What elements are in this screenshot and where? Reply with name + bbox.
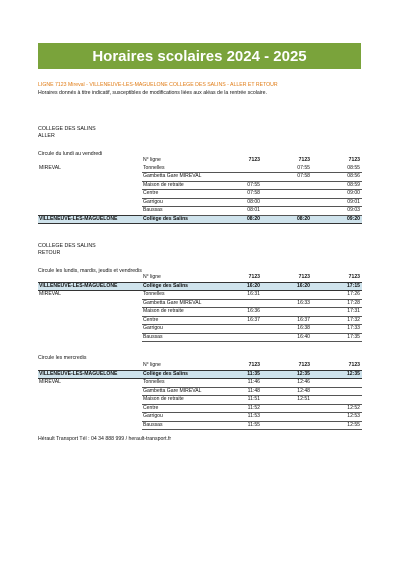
departure-time: 16:37 bbox=[262, 316, 312, 325]
departure-time: 11:52 bbox=[212, 404, 262, 413]
departure-time: 17:31 bbox=[312, 308, 362, 317]
retour-circulation-1: Circule les lundis, mardis, jeudis et vendredis bbox=[38, 268, 142, 274]
retour-circulation-2: Circule les mercredis bbox=[38, 355, 87, 361]
departure-time: 11:48 bbox=[212, 387, 262, 396]
stop-row bbox=[38, 316, 362, 325]
departure-time: 12:53 bbox=[312, 413, 362, 422]
commune-name bbox=[38, 413, 142, 422]
aller-direction: ALLER bbox=[38, 133, 55, 139]
terminus-row bbox=[38, 370, 362, 379]
departure-time: 12:46 bbox=[262, 379, 312, 388]
departure-time: 12:35 bbox=[262, 370, 312, 379]
departure-time: 08:55 bbox=[312, 165, 362, 173]
departure-time: 07:58 bbox=[262, 173, 312, 182]
departure-time: 17:32 bbox=[312, 316, 362, 325]
departure-time: 12:48 bbox=[262, 387, 312, 396]
departure-time: 17:26 bbox=[312, 291, 362, 300]
stop-row bbox=[38, 413, 362, 422]
commune-name bbox=[38, 316, 142, 325]
retour-direction: RETOUR bbox=[38, 250, 61, 256]
stop-name: Centre bbox=[142, 404, 212, 413]
departure-time: 17:35 bbox=[312, 333, 362, 342]
stop-row bbox=[38, 333, 362, 342]
departure-time: 17:15 bbox=[312, 282, 362, 291]
commune-name bbox=[38, 308, 142, 317]
stop-row bbox=[38, 325, 362, 334]
stop-row bbox=[38, 379, 362, 388]
footer-contact: Hérault Transport Tél : 04 34 888 999 / herault-transport.fr bbox=[38, 436, 172, 442]
line-number-row bbox=[38, 274, 362, 282]
commune-name bbox=[38, 173, 142, 182]
stop-row bbox=[38, 387, 362, 396]
stop-row bbox=[38, 165, 362, 173]
departure-time: 08:20 bbox=[212, 215, 262, 224]
disclaimer-note: Horaires donnés à titre indicatif, susceptibles de modifications liées aux aléas de la rentrée scolaire. bbox=[38, 90, 267, 96]
commune-name bbox=[38, 404, 142, 413]
stop-row bbox=[38, 190, 362, 199]
stop-name: Gambetta Gare MIREVAL bbox=[142, 387, 212, 396]
departure-time: 08:00 bbox=[212, 198, 262, 207]
departure-time: 16:37 bbox=[212, 316, 262, 325]
line-number-row bbox=[38, 362, 362, 370]
departure-time: 16:36 bbox=[212, 308, 262, 317]
empty-cell bbox=[38, 157, 142, 165]
stop-name: Centre bbox=[142, 190, 212, 199]
departure-time bbox=[212, 333, 262, 342]
stop-name: Collège des Salins bbox=[142, 215, 212, 224]
departure-time bbox=[312, 387, 362, 396]
line-number: 7123 bbox=[298, 362, 310, 368]
departure-time: 07:58 bbox=[212, 190, 262, 199]
stop-name: Garrigou bbox=[142, 413, 212, 422]
empty-cell bbox=[38, 274, 142, 282]
stop-row bbox=[38, 404, 362, 413]
commune-name: VILLENEUVE-LES-MAGUELONE bbox=[38, 370, 142, 379]
aller-school-name: COLLEGE DES SALINS bbox=[38, 126, 96, 132]
line-number: 7123 bbox=[248, 362, 260, 368]
stop-name: Tonnelles bbox=[142, 379, 212, 388]
line-number: 7123 bbox=[298, 274, 310, 280]
stop-name: Collège des Salins bbox=[142, 370, 212, 379]
departure-time: 16:20 bbox=[262, 282, 312, 291]
stop-name: Garrigou bbox=[142, 198, 212, 207]
departure-time: 16:38 bbox=[262, 325, 312, 334]
stop-row bbox=[38, 207, 362, 216]
commune-name: MIREVAL bbox=[39, 379, 61, 386]
commune-name: MIREVAL bbox=[39, 291, 61, 298]
departure-time bbox=[312, 396, 362, 405]
line-number: 7123 bbox=[298, 157, 310, 163]
departure-time: 07:55 bbox=[212, 181, 262, 190]
stop-name: Baussas bbox=[142, 333, 212, 342]
line-number: 7123 bbox=[348, 362, 360, 368]
departure-time: 11:53 bbox=[212, 413, 262, 422]
commune-name: MIREVAL bbox=[39, 164, 61, 171]
retour-school-name: COLLEGE DES SALINS bbox=[38, 243, 96, 249]
stop-name: Baussas bbox=[142, 421, 212, 430]
departure-time: 08:01 bbox=[212, 207, 262, 216]
departure-time: 17:33 bbox=[312, 325, 362, 334]
departure-time: 16:40 bbox=[262, 333, 312, 342]
departure-time: 08:56 bbox=[312, 173, 362, 182]
stop-name: Maison de retraite bbox=[142, 308, 212, 317]
commune-name bbox=[38, 198, 142, 207]
terminus-row bbox=[38, 282, 362, 291]
stop-row bbox=[38, 299, 362, 308]
aller-circulation: Circule du lundi au vendredi bbox=[38, 151, 103, 157]
commune-name bbox=[38, 325, 142, 334]
departure-time bbox=[212, 299, 262, 308]
departure-time: 09:20 bbox=[312, 215, 362, 224]
line-number-label: N° ligne bbox=[143, 274, 161, 280]
departure-time: 08:59 bbox=[312, 181, 362, 190]
stop-name: Tonnelles bbox=[142, 291, 212, 300]
departure-time: 12:51 bbox=[262, 396, 312, 405]
departure-time bbox=[262, 207, 312, 216]
stop-row bbox=[38, 396, 362, 405]
commune-name bbox=[38, 299, 142, 308]
departure-time: 12:55 bbox=[312, 421, 362, 430]
stop-name: Gambetta Gare MIREVAL bbox=[142, 173, 212, 182]
departure-time bbox=[262, 190, 312, 199]
stop-row bbox=[38, 181, 362, 190]
departure-time: 09:00 bbox=[312, 190, 362, 199]
stop-row bbox=[38, 198, 362, 207]
stop-name: Maison de retraite bbox=[142, 396, 212, 405]
departure-time bbox=[212, 325, 262, 334]
departure-time bbox=[262, 421, 312, 430]
departure-time bbox=[262, 291, 312, 300]
line-number-label: N° ligne bbox=[143, 362, 161, 368]
stop-name: Gambetta Gare MIREVAL bbox=[142, 299, 212, 308]
departure-time: 08:20 bbox=[262, 215, 312, 224]
departure-time bbox=[262, 181, 312, 190]
departure-time: 16:20 bbox=[212, 282, 262, 291]
departure-time: 16:31 bbox=[212, 291, 262, 300]
retour-timetable-weekdays bbox=[38, 274, 362, 342]
departure-time bbox=[212, 165, 262, 173]
departure-time: 11:35 bbox=[212, 370, 262, 379]
departure-time: 09:03 bbox=[312, 207, 362, 216]
stop-name: Garrigou bbox=[142, 325, 212, 334]
empty-cell bbox=[38, 362, 142, 370]
stop-name: Baussas bbox=[142, 207, 212, 216]
departure-time: 07:55 bbox=[262, 165, 312, 173]
commune-name bbox=[38, 387, 142, 396]
stop-row bbox=[38, 421, 362, 430]
commune-name: VILLENEUVE-LES-MAGUELONE bbox=[38, 215, 142, 224]
line-number-row bbox=[38, 157, 362, 165]
departure-time bbox=[262, 413, 312, 422]
commune-name bbox=[38, 190, 142, 199]
aller-timetable bbox=[38, 157, 362, 224]
departure-time: 11:46 bbox=[212, 379, 262, 388]
line-number: 7123 bbox=[248, 157, 260, 163]
commune-name bbox=[38, 181, 142, 190]
stop-name: Centre bbox=[142, 316, 212, 325]
line-number: 7123 bbox=[348, 274, 360, 280]
departure-time: 12:35 bbox=[312, 370, 362, 379]
stop-row bbox=[38, 308, 362, 317]
departure-time: 11:51 bbox=[212, 396, 262, 405]
line-number-label: N° ligne bbox=[143, 157, 161, 163]
departure-time: 12:52 bbox=[312, 404, 362, 413]
departure-time: 17:28 bbox=[312, 299, 362, 308]
departure-time: 09:01 bbox=[312, 198, 362, 207]
line-number: 7123 bbox=[248, 274, 260, 280]
stop-name: Tonnelles bbox=[142, 165, 212, 173]
stop-row bbox=[38, 173, 362, 182]
commune-name bbox=[38, 333, 142, 342]
stop-row bbox=[38, 291, 362, 300]
commune-name bbox=[38, 207, 142, 216]
departure-time: 16:33 bbox=[262, 299, 312, 308]
line-number: 7123 bbox=[348, 157, 360, 163]
stop-name: Maison de retraite bbox=[142, 181, 212, 190]
commune-name bbox=[38, 421, 142, 430]
departure-time: 11:55 bbox=[212, 421, 262, 430]
terminus-row bbox=[38, 215, 362, 224]
departure-time bbox=[212, 173, 262, 182]
page-title-banner bbox=[38, 43, 361, 69]
retour-timetable-wednesday bbox=[38, 362, 362, 430]
commune-name bbox=[38, 396, 142, 405]
departure-time bbox=[312, 379, 362, 388]
commune-name: VILLENEUVE-LES-MAGUELONE bbox=[38, 282, 142, 291]
departure-time bbox=[262, 308, 312, 317]
retour-section-heading bbox=[38, 243, 96, 257]
stop-name: Collège des Salins bbox=[142, 282, 212, 291]
line-subtitle: LIGNE 7123 Mireval - VILLENEUVE-LES-MAGUELONE COLLEGE DES SALINS - ALLER ET RETOUR bbox=[38, 82, 278, 88]
page-title: Horaires scolaires 2024 - 2025 bbox=[92, 47, 307, 65]
departure-time bbox=[262, 404, 312, 413]
departure-time bbox=[262, 198, 312, 207]
aller-section-heading bbox=[38, 126, 96, 140]
